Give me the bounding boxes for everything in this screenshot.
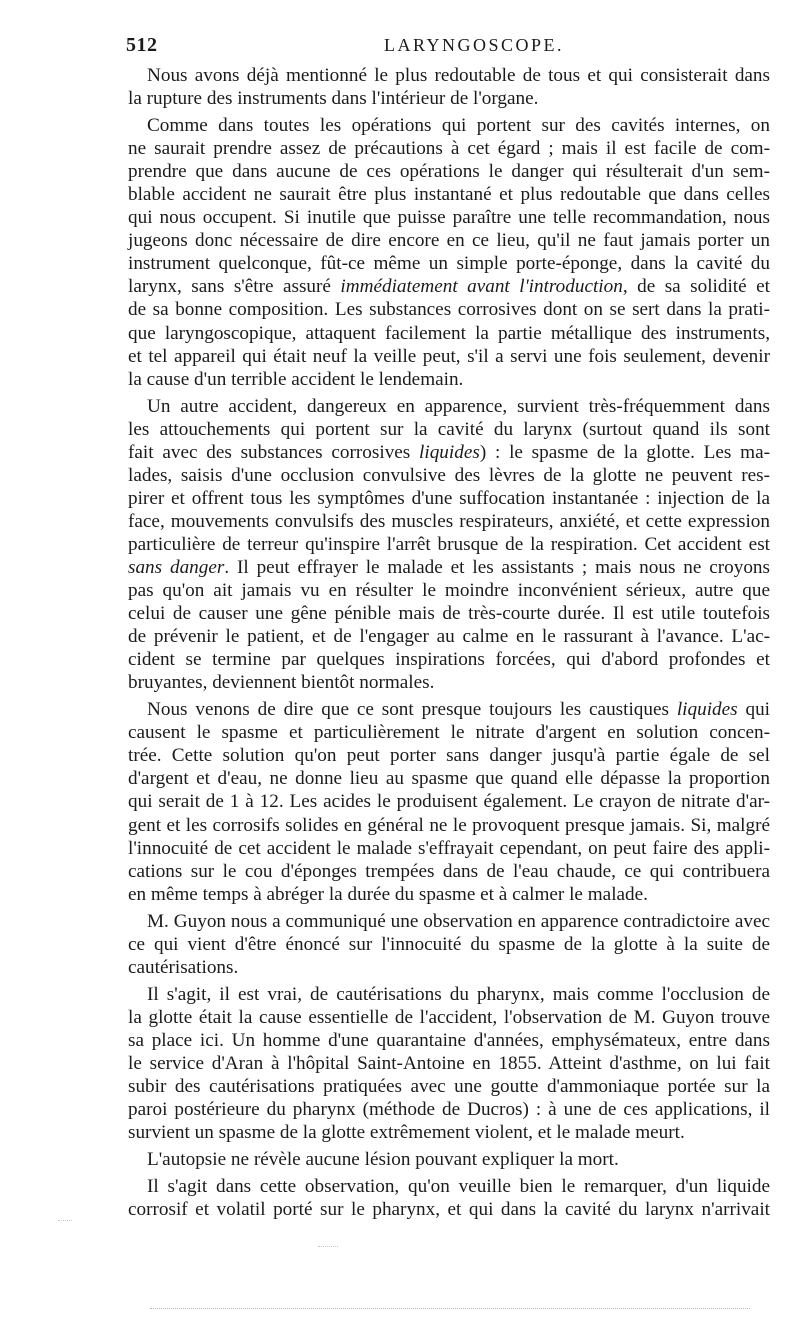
text-line: la cause d'un terrible accident le lendemain. — [128, 368, 464, 390]
text-line: le service d'Aran à l'hôpital Saint-Antoine en 1855. Atteint d'asthme, on lui fait — [128, 1052, 770, 1074]
text-run: . Il peut effrayer le malade et les assistants ; mais nous ne croyons — [224, 556, 770, 578]
text-line: Il s'agit, il est vrai, de cautérisations du pharynx, mais comme l'occlusion de — [147, 983, 770, 1005]
text-line: qui nous occupent. Si inutile que puisse paraître une telle recommandation, nous — [128, 207, 770, 229]
text-line: face, mouvements convulsifs des muscles respirateurs, anxiété, et cette expression — [128, 510, 770, 532]
paragraph — [128, 64, 770, 110]
text-run: ) : le spasme de la glotte. Les ma- — [479, 441, 770, 463]
text-line: causent le spasme et particulièrement le nitrate d'argent en solution concen- — [128, 722, 770, 744]
text-line: de sa bonne composition. Les substances corrosives dont on se sert dans la prati- — [128, 299, 770, 321]
text-line: M. Guyon nous a communiqué une observation en apparence contradictoire avec — [147, 910, 770, 932]
page-smudge — [318, 1246, 338, 1247]
italic-phrase: sans danger — [128, 556, 225, 578]
text-line — [128, 556, 770, 579]
text-line — [128, 441, 770, 464]
text-line: d'argent et d'eau, ne donne lieu au spasme que quand elle dépasse la proportion — [128, 768, 770, 790]
text-line: instrument quelconque, fût-ce même un simple porte-éponge, dans la cavité du — [128, 253, 770, 275]
text-line — [128, 698, 770, 721]
text-line: bruyantes, deviennent bientôt normales. — [128, 672, 435, 694]
text-line: pas qu'on ait jamais vu en résulter le moindre inconvénient sérieux, autre que — [128, 580, 770, 602]
page-header — [126, 34, 774, 64]
text-line: qui serait de 1 à 12. Les acides le produisent également. Le crayon de nitrate d'ar- — [128, 791, 770, 813]
text-line — [128, 275, 770, 298]
text-run: qui — [737, 699, 770, 721]
text-line: Il s'agit dans cette observation, qu'on veuille bien le remarquer, d'un liquide — [147, 1176, 770, 1198]
page-number: 512 — [126, 34, 158, 56]
paragraph — [128, 1175, 770, 1221]
text-line: prendre que dans aucune de ces opérations le danger qui résulterait d'un sem- — [128, 161, 770, 183]
text-line: cautérisations. — [128, 956, 239, 978]
text-line: de prévenir le patient, et de l'engager au calme en le rassurant à l'avance. L'ac- — [128, 626, 770, 648]
text-run: , de sa solidité et — [622, 276, 770, 298]
body-text — [128, 64, 770, 1225]
text-run: fait avec des substances corrosives — [128, 441, 420, 463]
text-line: Un autre accident, dangereux en apparence, survient très-fréquemment dans — [147, 395, 770, 417]
text-line: pirer et offrent tous les symptômes d'une suffocation instantanée : injection de la — [128, 487, 770, 509]
text-line: blable accident ne saurait être plus instantané et plus redoutable que dans celles — [128, 184, 770, 206]
text-line: trée. Cette solution qu'on peut porter sans danger jusqu'à partie égale de sel — [128, 745, 770, 767]
running-title: LARYNGOSCOPE. — [384, 35, 565, 55]
paragraph — [128, 114, 770, 391]
text-line: celui de causer une gêne pénible mais de très-courte durée. Il est utile toutefois — [128, 603, 770, 625]
text-line: particulière de terreur qu'inspire l'arrêt brusque de la respiration. Cet accident est — [128, 533, 770, 555]
paragraph — [128, 983, 770, 1144]
text-line: sa place ici. Un homme d'une quarantaine d'années, emphysémateux, entre dans — [128, 1029, 770, 1051]
text-line: ce qui vient d'être énoncé sur l'innocuité du spasme de la glotte à la suite de — [128, 933, 770, 955]
text-line: Nous avons déjà mentionné le plus redoutable de tous et qui consisterait dans — [147, 65, 770, 86]
paragraph — [128, 395, 770, 695]
text-line: en même temps à abréger la durée du spasme et à calmer le malade. — [128, 883, 648, 905]
text-line: que laryngoscopique, attaquent facilement la partie métallique des instruments, — [128, 322, 770, 344]
paragraph-gap — [128, 1221, 770, 1225]
text-line: corrosif et volatil porté sur le pharynx, et qui dans la cavité du larynx n'arrivait — [128, 1199, 770, 1221]
text-line: et tel appareil qui était neuf la veille peut, s'il a servi une fois seulement, devenir — [128, 345, 770, 367]
text-line: survient un spasme de la glotte extrêmement violent, et le malade meurt. — [128, 1122, 685, 1144]
text-line: la glotte était la cause essentielle de l'accident, l'observation de M. Guyon trouve — [128, 1006, 770, 1028]
paragraph — [128, 910, 770, 979]
text-line: la rupture des instruments dans l'intérieur de l'organe. — [128, 88, 539, 110]
text-run: Nous venons de dire que ce sont presque toujours les caustiques — [147, 699, 677, 721]
text-line: lades, saisis d'une occlusion convulsive des lèvres de la glotte ne peuvent res- — [128, 464, 770, 486]
paragraph — [128, 1148, 770, 1171]
paragraph — [128, 698, 770, 905]
text-run: larynx, sans s'être assuré — [128, 276, 341, 298]
text-line: cident se termine par quelques inspirations forcées, qui d'abord profondes et — [128, 649, 770, 671]
text-line: ne saurait prendre assez de précautions à cet égard ; mais il est facile de com- — [128, 138, 770, 160]
italic-phrase: immédiatement avant l'introduction — [340, 276, 623, 298]
margin-speck — [58, 1220, 72, 1221]
italic-phrase: liquides — [419, 441, 480, 463]
text-line: subir des cautérisations pratiquées avec une goutte d'ammoniaque portée sur la — [128, 1076, 770, 1098]
text-line: les attouchements qui portent sur la cavité du larynx (surtout quand ils sont — [128, 418, 770, 440]
text-line: L'autopsie ne révèle aucune lésion pouvant expliquer la mort. — [147, 1149, 619, 1171]
text-line: paroi postérieure du pharynx (méthode de Ducros) : à une de ces applications, il — [128, 1099, 770, 1121]
text-line: gent et les corrosifs solides en général ne le provoquent presque jamais. Si, malgré — [128, 814, 770, 836]
bottom-bleed-through — [150, 1308, 750, 1309]
italic-phrase: liquides — [676, 699, 738, 721]
text-line: jugeons donc nécessaire de dire encore en ce lieu, qu'il ne faut jamais porter un — [128, 230, 770, 252]
text-line: l'innocuité de cet accident le malade s'effrayait cependant, on peut faire des appli- — [128, 837, 770, 859]
text-line: Comme dans toutes les opérations qui portent sur des cavités internes, on — [147, 115, 770, 137]
text-line: cations sur le cou d'éponges trempées dans de l'eau chaude, ce qui contribuera — [128, 860, 770, 882]
